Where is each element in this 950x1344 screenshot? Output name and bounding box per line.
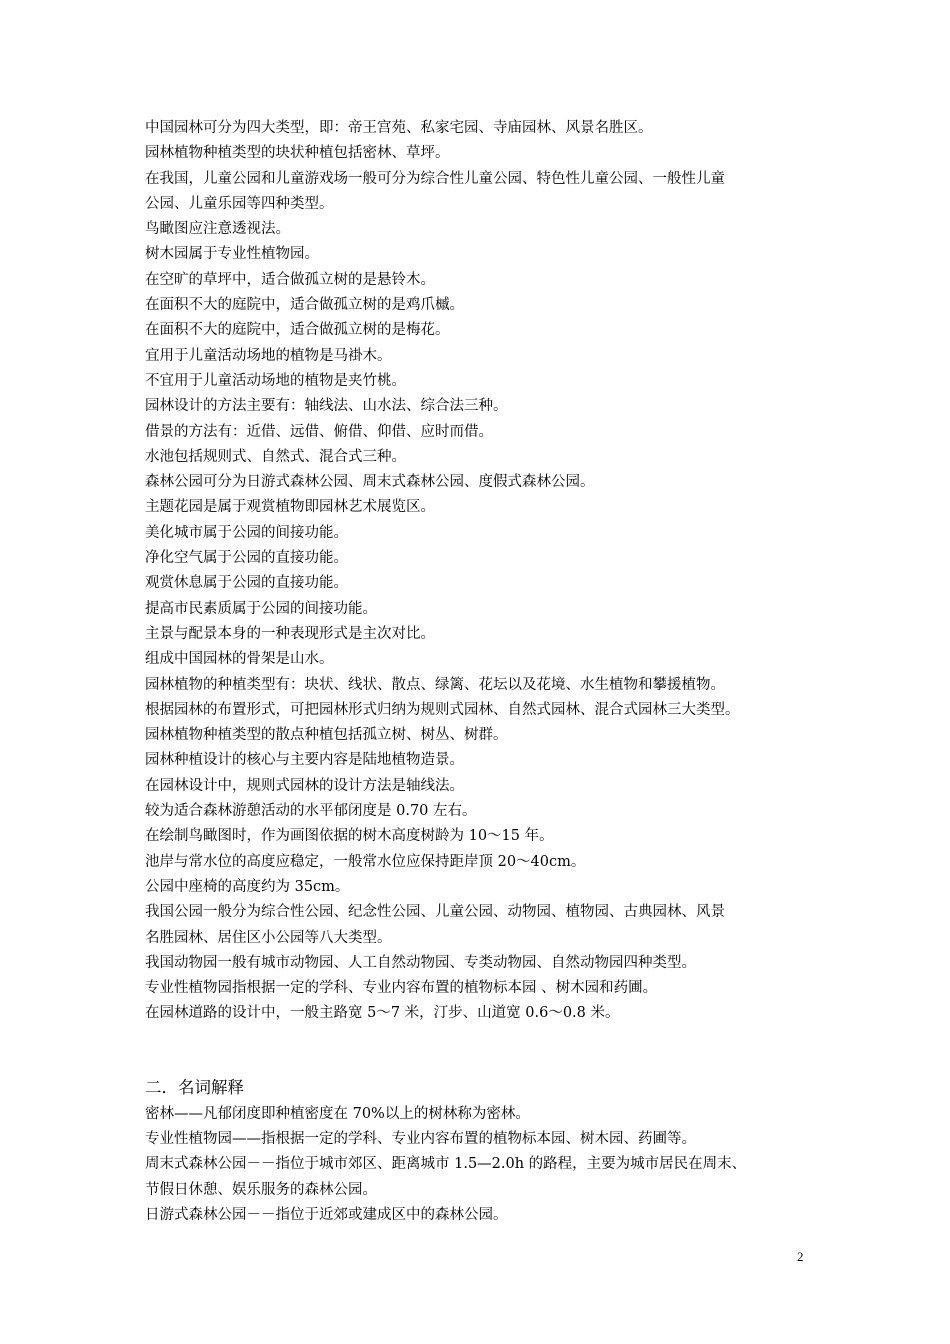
fact-list [145,116,825,1027]
text-line: 公园中座椅的高度约为 35cm。 [145,878,350,895]
section-spacer [145,1027,825,1072]
text-line: 在面积不大的庭院中，适合做孤立树的是鸡爪槭。 [145,297,464,314]
text-line: 组成中国园林的骨架是山水。 [145,651,334,668]
text-line: 树木园属于专业性植物园。 [145,246,319,263]
text-line: 在我国，儿童公园和儿童游戏场一般可分为综合性儿童公园、特色性儿童公园、一般性儿童 [145,170,725,187]
text-line: 在园林道路的设计中，一般主路宽 5～7 米，汀步、山道宽 0.6～0.8 米。 [145,1005,620,1022]
text-line: 美化城市属于公园的间接功能。 [145,524,348,541]
text-line: 园林植物种植类型的块状种植包括密林、草坪。 [145,145,450,162]
text-line: 借景的方法有：近借、远借、俯借、仰借、应时而借。 [145,423,493,440]
text-line: 在空旷的草坪中，适合做孤立树的是悬铃木。 [145,271,435,288]
definition-list [145,1102,825,1228]
text-line: 我国动物园一般有城市动物园、人工自然动物园、专类动物园、自然动物园四种类型。 [145,954,696,971]
text-line: 较为适合森林游憩活动的水平郁闭度是 0.70 左右。 [145,803,477,820]
text-line: 鸟瞰图应注意透视法。 [145,221,290,238]
text-line: 园林植物的种植类型有：块状、线状、散点、绿篱、花坛以及花境、水生植物和攀援植物。 [145,676,725,693]
text-line: 主题花园是属于观赏植物即园林艺术展览区。 [145,499,435,516]
text-line: 园林种植设计的核心与主要内容是陆地植物造景。 [145,752,464,769]
text-line: 中国园林可分为四大类型，即：帝王宫苑、私家宅园、寺庙园林、风景名胜区。 [145,120,653,136]
definition-line: 节假日休憩、娱乐服务的森林公园。 [145,1181,377,1198]
text-line: 净化空气属于公园的直接功能。 [145,550,348,567]
text-line: 在园林设计中，规则式园林的设计方法是轴线法。 [145,777,464,794]
text-line: 园林植物种植类型的散点种植包括孤立树、树丛、树群。 [145,727,508,744]
text-line: 根据园林的布置形式，可把园林形式归纳为规则式园林、自然式园林、混合式园林三大类型。 [145,701,740,718]
definition-line: 周末式森林公园－－指位于城市郊区、距离城市 1.5—2.0h 的路程，主要为城市居民在周末、 [145,1156,747,1173]
text-line: 主景与配景本身的一种表现形式是主次对比。 [145,625,435,642]
text-line: 我国公园一般分为综合性公园、纪念性公园、儿童公园、动物园、植物园、古典园林、风景 [145,904,725,921]
text-line: 森林公园可分为日游式森林公园、周末式森林公园、度假式森林公园。 [145,474,595,491]
definition-line: 专业性植物园——指根据一定的学科、专业内容布置的植物标本园、树木园、药圃等。 [145,1130,696,1147]
section-heading: 二．名词解释 [145,1077,244,1097]
text-line: 名胜园林、居住区小公园等八大类型。 [145,929,392,946]
definition-line: 日游式森林公园－－指位于近郊或建成区中的森林公园。 [145,1206,508,1223]
text-line: 水池包括规则式、自然式、混合式三种。 [145,448,406,465]
text-line: 公园、儿童乐园等四种类型。 [145,195,334,212]
page-content [145,116,825,1228]
text-line: 在面积不大的庭院中，适合做孤立树的是梅花。 [145,322,450,339]
text-line: 在绘制鸟瞰图时，作为画图依据的树木高度树龄为 10～15 年。 [145,828,554,845]
text-line: 不宜用于儿童活动场地的植物是夹竹桃。 [145,372,406,389]
text-line: 专业性植物园指根据一定的学科、专业内容布置的植物标本园 、树木园和药圃。 [145,980,658,997]
text-line: 池岸与常水位的高度应稳定，一般常水位应保持距岸顶 20～40cm。 [145,853,586,870]
page-number: 2 [797,1249,804,1264]
text-line: 观赏休息属于公园的直接功能。 [145,575,348,592]
text-line: 提高市民素质属于公园的间接功能。 [145,600,377,617]
text-line: 园林设计的方法主要有：轴线法、山水法、综合法三种。 [145,398,508,415]
definition-line: 密林——凡郁闭度即种植密度在 70%以上的树林称为密林。 [145,1105,530,1122]
text-line: 宜用于儿童活动场地的植物是马褂木。 [145,347,392,364]
